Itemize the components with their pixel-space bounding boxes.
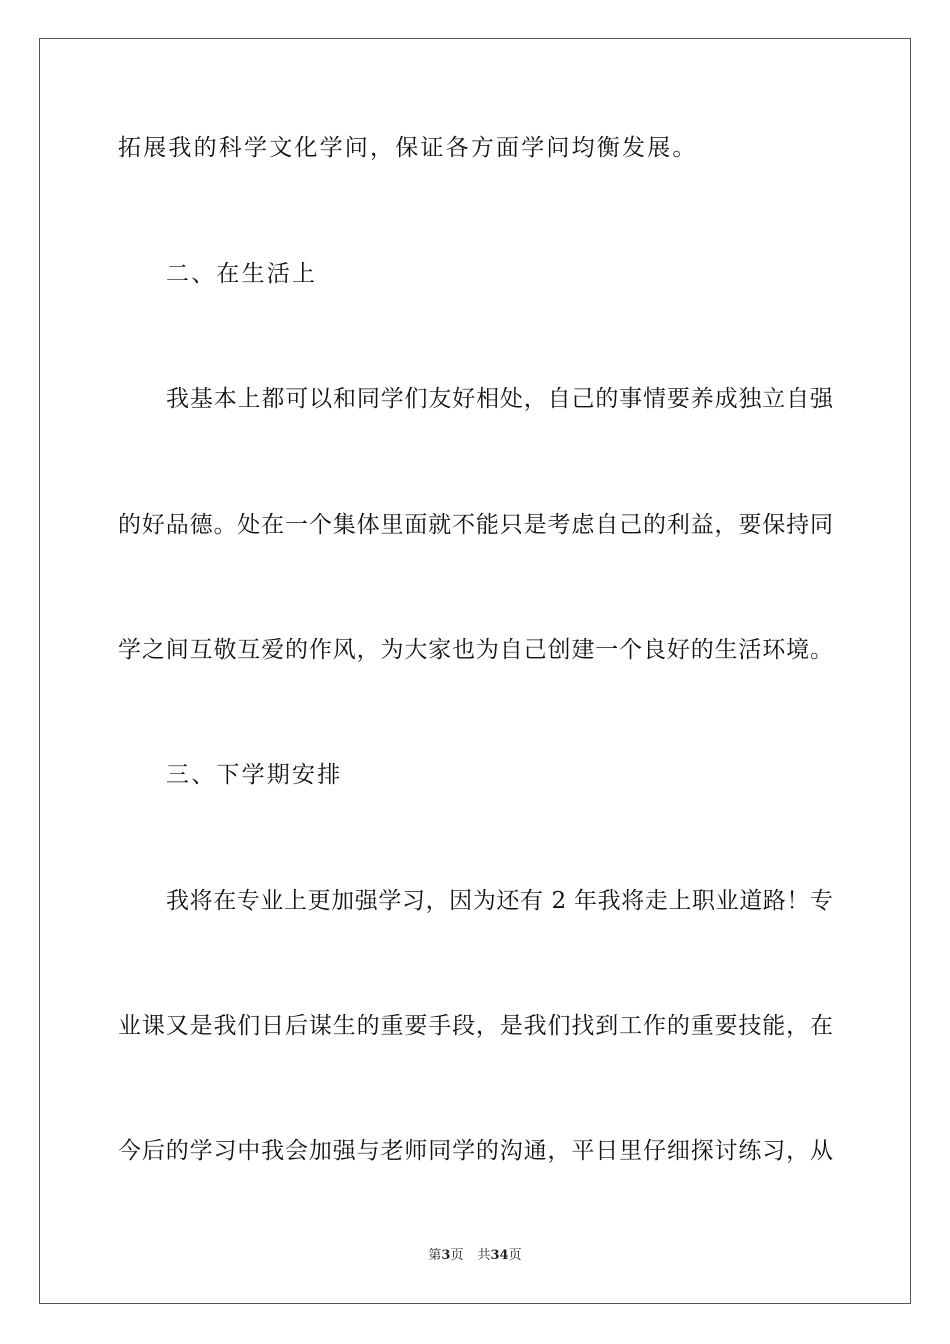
total-suffix: 页 <box>508 1248 522 1263</box>
paragraph-line: 学之间互敬互爱的作风，为大家也为自己创建一个良好的生活环境。 <box>118 637 833 663</box>
page-prefix: 第 <box>428 1248 442 1263</box>
section-heading-life: 二、在生活上 <box>166 261 318 287</box>
total-prefix: 共 <box>477 1248 491 1263</box>
paragraph-line: 的好品德。处在一个集体里面就不能只是考虑自己的利益，要保持同 <box>118 512 833 538</box>
paragraph-line: 今后的学习中我会加强与老师同学的沟通，平日里仔细探讨练习，从 <box>118 1138 833 1164</box>
paragraph-line: 业课又是我们日后谋生的重要手段，是我们找到工作的重要技能，在 <box>118 1013 833 1039</box>
paragraph-line: 拓展我的科学文化学问，保证各方面学问均衡发展。 <box>118 135 698 161</box>
paragraph-line: 我基本上都可以和同学们友好相处，自己的事情要养成独立自强 <box>166 386 833 412</box>
page-footer <box>0 1247 950 1265</box>
paragraph-line: 我将在专业上更加强学习，因为还有 2 年我将走上职业道路！专 <box>166 888 833 914</box>
page-suffix: 页 <box>450 1248 464 1263</box>
page-number: 3 <box>441 1248 451 1263</box>
page-border <box>39 38 911 1304</box>
total-pages: 34 <box>490 1248 509 1263</box>
section-heading-next-semester: 三、下学期安排 <box>166 762 343 788</box>
